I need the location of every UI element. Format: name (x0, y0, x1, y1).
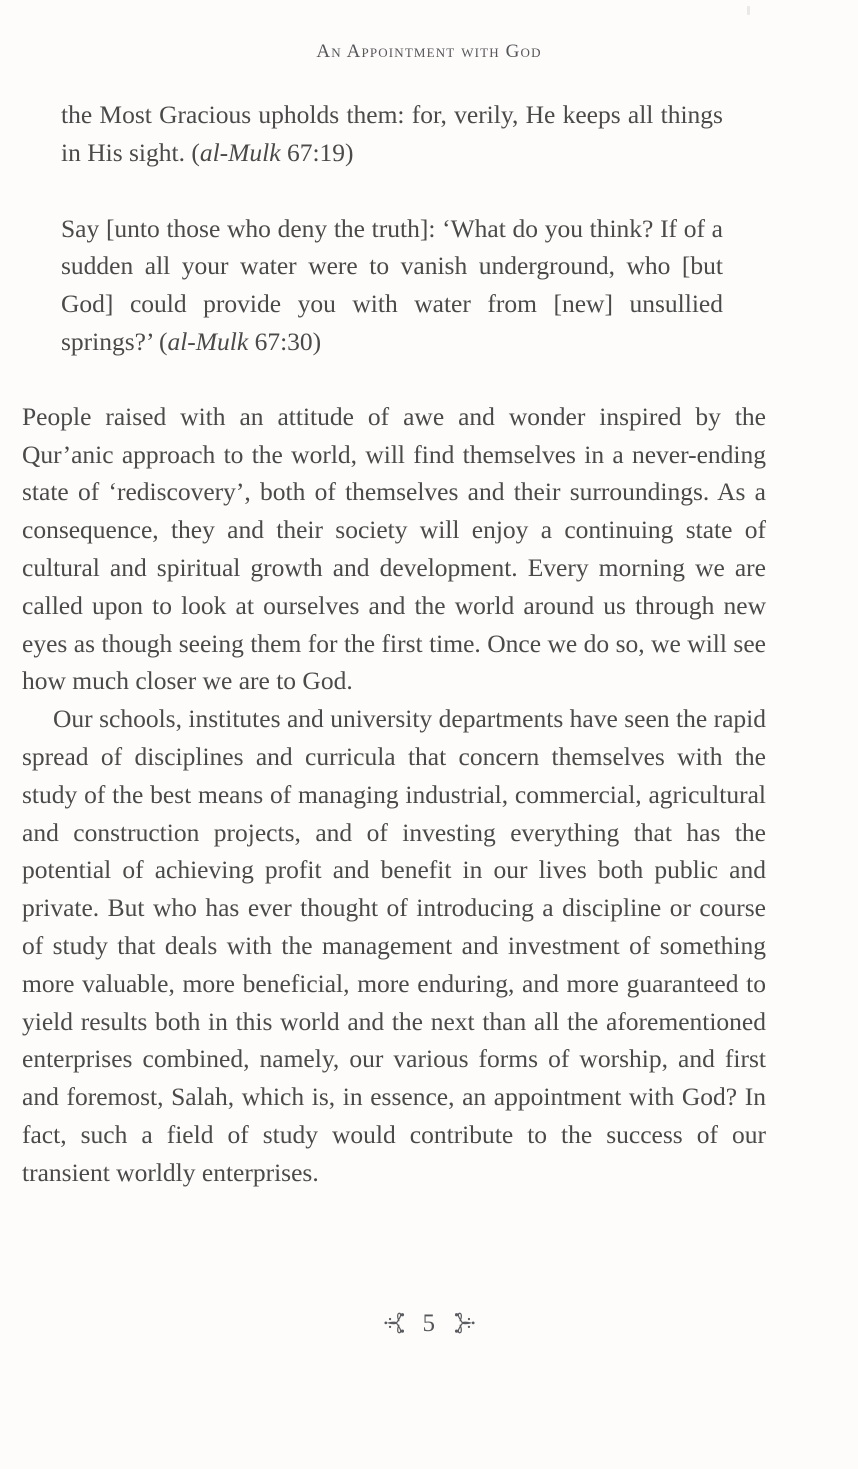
running-head: An Appointment with God (316, 41, 542, 62)
blockquote-text: the Most Gracious upholds them: for, verily, He keeps all things in His sight. ( (61, 100, 723, 167)
blockquote-al-mulk-67-30 (61, 210, 723, 361)
text-block (22, 96, 766, 1192)
paragraph-schools-institutes: Our schools, institutes and university departments have seen the rapid spread of disciplines and curricula that concern themselves with the study of the best means of managing industrial, commercial, agricultural and construction projects, and of investing everything that has the potential of achieving profit and benefit in our lives both public and private. But who has ever thought of introducing a discipline or course of study that deals with the management and investment of something more valuable, more beneficial, more enduring, and more guaranteed to yield results both in this world and the next than all the aforementioned enterprises combined, namely, our various forms of worship, and first and foremost, Salah, which is, in essence, an appointment with God? In fact, such a field of study would contribute to the success of our transient worldly enterprises. (22, 704, 766, 1187)
folio (0, 1310, 858, 1336)
quote-spacer (22, 172, 766, 210)
citation-source-italic: al-Mulk (199, 137, 281, 167)
section-spacer (22, 361, 766, 398)
scan-artifact-speck (747, 6, 750, 15)
citation-reference: 67:19) (280, 137, 354, 167)
citation-source-italic: al-Mulk (167, 326, 249, 356)
page-number: 5 (422, 1309, 436, 1337)
blockquote-al-mulk-67-19 (61, 96, 723, 172)
citation-reference: 67:30) (248, 326, 322, 356)
fleuron-ornament-right (453, 1310, 475, 1336)
blockquote-text: Say [unto those who deny the truth]: ‘What do you think? If of a sudden all your water were to vanish underground, who [but God] could provide you with water from [new] unsullied springs?’ ( (61, 213, 723, 356)
fleuron-ornament-left (384, 1310, 406, 1336)
paragraph-rediscovery: People raised with an attitude of awe and wonder inspired by the Qur’anic approach to the world, will find themselves in a never-ending state of ‘rediscovery’, both of themselves and their surroundings. As a consequence, they and their society will enjoy a continuing state of cultural and spiritual growth and development. Every morning we are called upon to look at ourselves and the world around us through new eyes as though seeing them for the first time. Once we do so, we will see how much closer we are to God. (22, 401, 766, 696)
